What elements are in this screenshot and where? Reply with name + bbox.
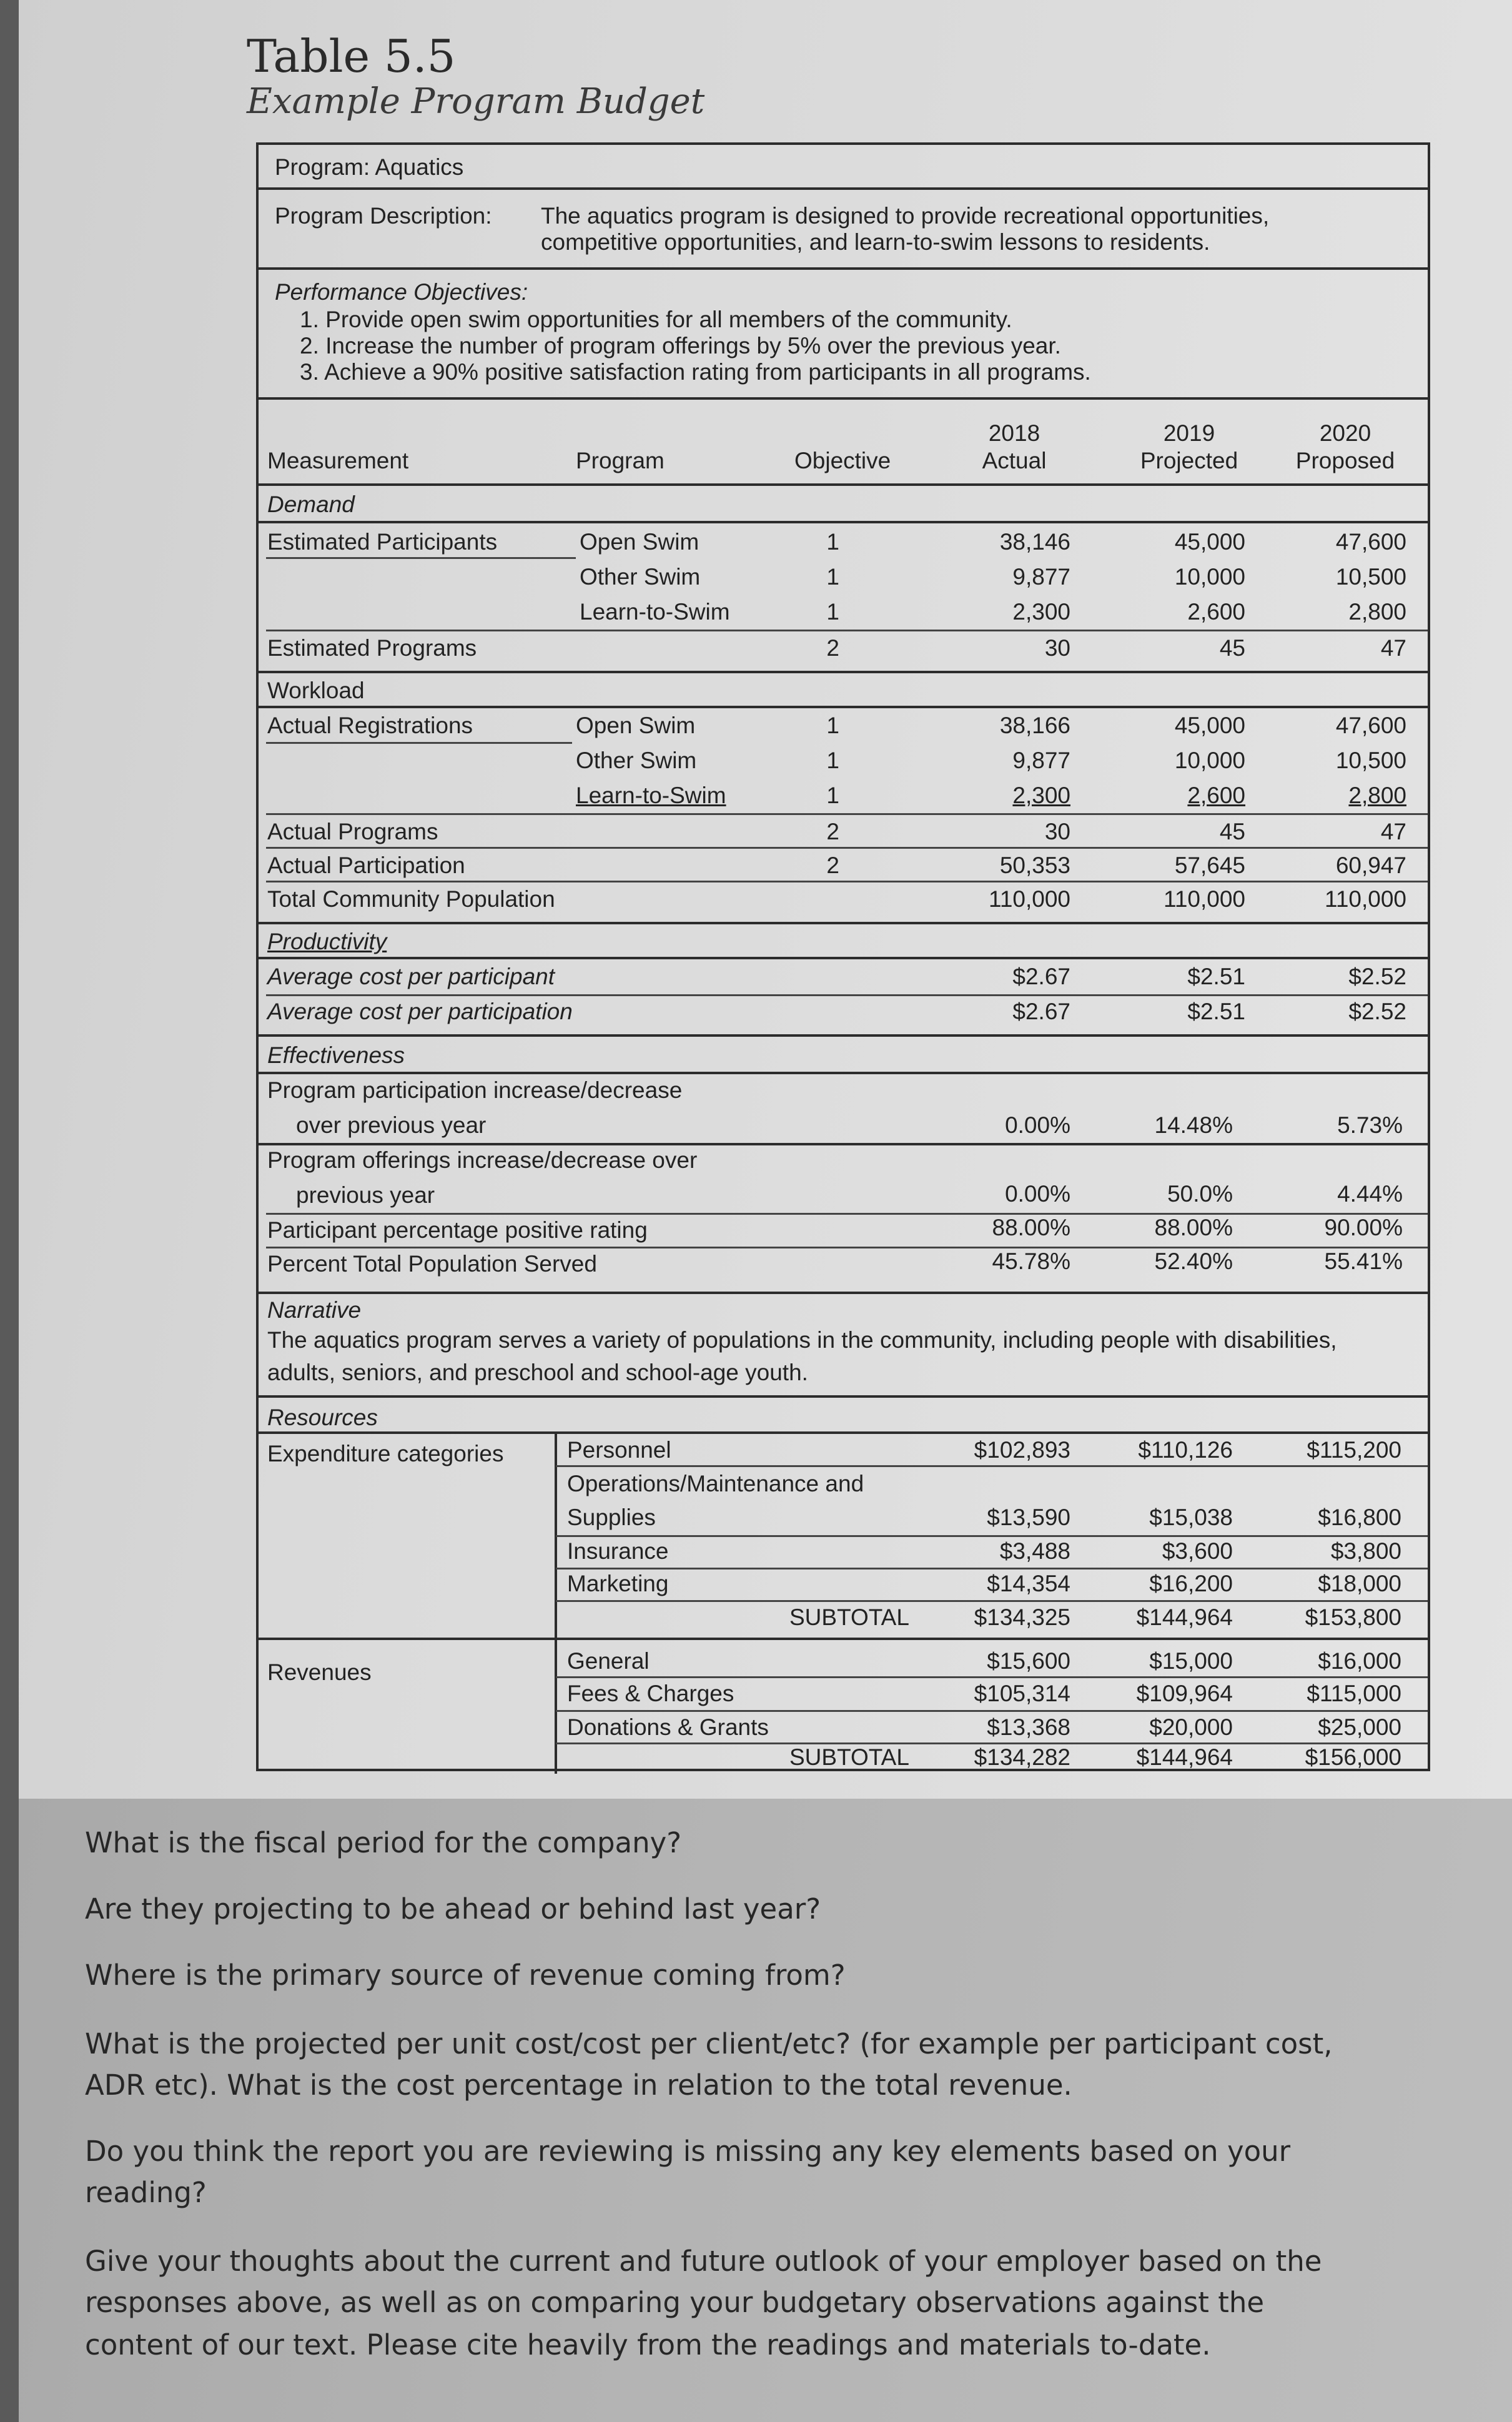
value-cell: 52.40%	[1154, 1248, 1233, 1274]
row-label: Program participation increase/decrease	[267, 1077, 683, 1103]
value-cell: $109,964	[1136, 1681, 1233, 1706]
divider	[556, 1465, 1428, 1467]
section-productivity: Productivity	[267, 929, 387, 954]
value-cell: 55.41%	[1324, 1248, 1403, 1274]
value-cell: 2,800	[1348, 783, 1406, 808]
value-cell: 2,300	[1012, 783, 1070, 808]
objective-cell: 1	[826, 783, 839, 808]
value-cell: 110,000	[1164, 886, 1245, 912]
value-cell: 45,000	[1174, 713, 1245, 738]
divider	[259, 706, 1428, 708]
question: Where is the primary source of revenue coming from?	[85, 1959, 846, 1992]
value-cell: 47,600	[1335, 529, 1406, 555]
program-cell: Open Swim	[580, 529, 699, 555]
row-label: over previous year	[296, 1112, 487, 1138]
divider	[266, 847, 1428, 849]
value-cell: $110,126	[1138, 1437, 1233, 1463]
objective-cell: 1	[826, 564, 839, 590]
description-line: The aquatics program is designed to provide recreational opportunities,	[541, 203, 1270, 229]
value-cell: $156,000	[1305, 1744, 1401, 1770]
row-label: Participant percentage positive rating	[267, 1217, 648, 1243]
value-cell: $15,000	[1149, 1648, 1233, 1674]
objective-item: 2. Increase the number of program offerings by 5% over the previous year.	[300, 333, 1061, 358]
section-demand: Demand	[267, 492, 355, 517]
col-2019: 2019	[1163, 420, 1215, 446]
description-label: Program Description:	[275, 203, 492, 229]
row-label: Estimated Participants	[267, 529, 498, 555]
divider	[266, 557, 576, 559]
question: What is the projected per unit cost/cost per client/etc? (for example per participant cost,	[85, 2027, 1333, 2060]
row-label: Average cost per participant	[267, 964, 555, 989]
divider	[259, 1072, 1428, 1074]
divider	[259, 1395, 1428, 1398]
question: Are they projecting to be ahead or behind last year?	[85, 1892, 821, 1925]
question: ADR etc). What is the cost percentage in relation to the total revenue.	[85, 2069, 1072, 2102]
table-title: Table 5.5	[247, 30, 456, 82]
divider	[556, 1600, 1428, 1602]
expense-label: Operations/Maintenance and	[567, 1471, 864, 1496]
value-cell: 38,166	[999, 713, 1070, 738]
divider	[556, 1710, 1428, 1712]
divider	[259, 267, 1428, 270]
description-line: competitive opportunities, and learn-to-swim lessons to residents.	[541, 229, 1210, 255]
section-resources: Resources	[267, 1405, 378, 1430]
value-cell: 110,000	[989, 886, 1070, 912]
question: Do you think the report you are reviewing is missing any key elements based on your	[85, 2135, 1291, 2168]
value-cell: 110,000	[1325, 886, 1406, 912]
question: reading?	[85, 2176, 207, 2209]
value-cell: 5.73%	[1337, 1112, 1403, 1138]
value-cell: $15,038	[1149, 1505, 1233, 1530]
value-cell: 90.00%	[1324, 1215, 1403, 1240]
col-program: Program	[576, 448, 665, 473]
objective-cell: 2	[826, 635, 839, 661]
divider	[259, 1431, 1428, 1434]
value-cell: 2,300	[1012, 599, 1070, 625]
value-cell: 47	[1380, 635, 1406, 661]
value-cell: $14,354	[987, 1571, 1070, 1596]
value-cell: 2,600	[1187, 783, 1245, 808]
divider	[259, 483, 1428, 486]
divider	[266, 994, 1428, 996]
objective-cell: 1	[826, 748, 839, 773]
program-cell: Other Swim	[580, 564, 701, 590]
value-cell: 88.00%	[1154, 1215, 1233, 1240]
value-cell: $25,000	[1318, 1714, 1401, 1740]
divider	[259, 671, 1428, 673]
value-cell: $134,282	[974, 1744, 1070, 1770]
expense-label: Marketing	[567, 1571, 669, 1596]
value-cell: 57,645	[1174, 853, 1245, 878]
value-cell: 9,877	[1012, 748, 1070, 773]
divider	[259, 521, 1428, 523]
divider	[266, 813, 1428, 815]
value-cell: 2,800	[1348, 599, 1406, 625]
row-label: Total Community Population	[267, 886, 555, 912]
value-cell: 45.78%	[992, 1248, 1070, 1274]
question: What is the fiscal period for the company?	[85, 1826, 682, 1859]
value-cell: $2.52	[1348, 964, 1406, 989]
value-cell: 9,877	[1012, 564, 1070, 590]
col-2018-sub: Actual	[982, 448, 1047, 473]
program-name: Program: Aquatics	[275, 154, 464, 180]
value-cell: $13,368	[987, 1714, 1070, 1740]
divider	[259, 957, 1428, 959]
divider	[259, 1292, 1428, 1294]
col-2020-sub: Proposed	[1295, 448, 1395, 473]
col-objective: Objective	[794, 448, 891, 473]
question: responses above, as well as on comparing your budgetary observations against the	[85, 2286, 1265, 2319]
col-2019-sub: Projected	[1140, 448, 1238, 473]
objectives-label: Performance Objectives:	[275, 279, 528, 305]
divider	[259, 922, 1428, 924]
section-effectiveness: Effectiveness	[267, 1042, 405, 1068]
row-label: Actual Participation	[267, 853, 465, 878]
value-cell: $15,600	[987, 1648, 1070, 1674]
value-cell: $153,800	[1305, 1604, 1401, 1630]
divider	[266, 1247, 1428, 1248]
revenue-label: General	[567, 1648, 650, 1674]
section-workload: Workload	[267, 678, 365, 703]
value-cell: 10,000	[1174, 748, 1245, 773]
value-cell: $16,200	[1149, 1571, 1233, 1596]
value-cell: $3,488	[999, 1538, 1070, 1564]
value-cell: $102,893	[974, 1437, 1070, 1463]
value-cell: 60,947	[1335, 853, 1406, 878]
value-cell: 10,500	[1335, 564, 1406, 590]
value-cell: 30	[1044, 635, 1070, 661]
col-measurement: Measurement	[267, 448, 409, 473]
expense-label: Insurance	[567, 1538, 669, 1564]
value-cell: 45	[1219, 635, 1245, 661]
narrative-line: adults, seniors, and preschool and school-age youth.	[267, 1360, 808, 1385]
divider	[259, 1143, 1428, 1145]
section-narrative: Narrative	[267, 1297, 362, 1323]
value-cell: $2.51	[1187, 964, 1245, 989]
value-cell: $115,000	[1307, 1681, 1401, 1706]
objective-cell: 2	[826, 819, 839, 844]
value-cell: $16,800	[1318, 1505, 1401, 1530]
value-cell: $144,964	[1136, 1744, 1233, 1770]
value-cell: 47	[1380, 819, 1406, 844]
value-cell: 88.00%	[992, 1215, 1070, 1240]
value-cell: $2.51	[1187, 999, 1245, 1024]
program-cell: Learn-to-Swim	[576, 783, 726, 808]
objective-cell: 2	[826, 853, 839, 878]
row-label: Program offerings increase/decrease over	[267, 1147, 698, 1173]
divider	[266, 742, 572, 744]
row-label: Actual Registrations	[267, 713, 473, 738]
row-label: Percent Total Population Served	[267, 1251, 597, 1277]
objective-cell: 1	[826, 529, 839, 555]
value-cell: $13,590	[987, 1505, 1070, 1530]
expense-label: Supplies	[567, 1505, 656, 1530]
value-cell: $2.52	[1348, 999, 1406, 1024]
divider	[556, 1535, 1428, 1537]
value-cell: 10,500	[1335, 748, 1406, 773]
divider	[259, 1034, 1428, 1037]
value-cell: 2,600	[1187, 599, 1245, 625]
divider	[266, 1213, 1428, 1215]
table-subtitle: Example Program Budget	[247, 81, 705, 122]
value-cell: $18,000	[1318, 1571, 1401, 1596]
col-2018: 2018	[988, 420, 1040, 446]
divider	[555, 1431, 557, 1774]
value-cell: $20,000	[1149, 1714, 1233, 1740]
program-cell: Open Swim	[576, 713, 696, 738]
row-label: Average cost per participation	[267, 999, 573, 1024]
row-label: Estimated Programs	[267, 635, 477, 661]
value-cell: 4.44%	[1337, 1181, 1403, 1207]
question: Give your thoughts about the current and future outlook of your employer based on the	[85, 2245, 1322, 2278]
revenue-label: Donations & Grants	[567, 1714, 769, 1740]
divider	[259, 1638, 1428, 1640]
divider	[266, 630, 1428, 631]
value-cell: 10,000	[1174, 564, 1245, 590]
value-cell: 0.00%	[1005, 1181, 1070, 1207]
objective-item: 1. Provide open swim opportunities for all members of the community.	[300, 307, 1012, 332]
row-label: Expenditure categories	[267, 1441, 504, 1466]
program-cell: Other Swim	[576, 748, 697, 773]
row-label: Actual Programs	[267, 819, 438, 844]
value-cell: $134,325	[974, 1604, 1070, 1630]
budget-table	[256, 142, 1430, 1771]
divider	[259, 187, 1428, 190]
value-cell: 38,146	[999, 529, 1070, 555]
value-cell: $2.67	[1012, 999, 1070, 1024]
question: content of our text. Please cite heavily from the readings and materials to-date.	[85, 2328, 1211, 2361]
value-cell: $115,200	[1307, 1437, 1401, 1463]
value-cell: 50.0%	[1167, 1181, 1233, 1207]
value-cell: $2.67	[1012, 964, 1070, 989]
divider	[259, 397, 1428, 400]
value-cell: 45,000	[1174, 529, 1245, 555]
row-label: Revenues	[267, 1659, 372, 1685]
revenue-label: Fees & Charges	[567, 1681, 734, 1706]
value-cell: 0.00%	[1005, 1112, 1070, 1138]
value-cell: $3,600	[1162, 1538, 1233, 1564]
col-2020: 2020	[1319, 420, 1371, 446]
value-cell: 30	[1044, 819, 1070, 844]
subtotal-label: SUBTOTAL	[789, 1744, 909, 1770]
program-cell: Learn-to-Swim	[580, 599, 730, 625]
divider	[556, 1676, 1428, 1678]
expense-label: Personnel	[567, 1437, 671, 1463]
objective-cell: 1	[826, 599, 839, 625]
value-cell: $144,964	[1136, 1604, 1233, 1630]
value-cell: $105,314	[974, 1681, 1070, 1706]
value-cell: 47,600	[1335, 713, 1406, 738]
divider	[266, 881, 1428, 882]
objective-cell: 1	[826, 713, 839, 738]
row-label: previous year	[296, 1182, 435, 1208]
value-cell: 50,353	[999, 853, 1070, 878]
value-cell: 45	[1219, 819, 1245, 844]
value-cell: $16,000	[1318, 1648, 1401, 1674]
value-cell: 14.48%	[1154, 1112, 1233, 1138]
value-cell: $3,800	[1330, 1538, 1401, 1564]
divider	[556, 1568, 1428, 1569]
narrative-line: The aquatics program serves a variety of populations in the community, including people with disabilities,	[267, 1327, 1337, 1353]
subtotal-label: SUBTOTAL	[789, 1604, 909, 1630]
objective-item: 3. Achieve a 90% positive satisfaction rating from participants in all programs.	[300, 359, 1091, 385]
